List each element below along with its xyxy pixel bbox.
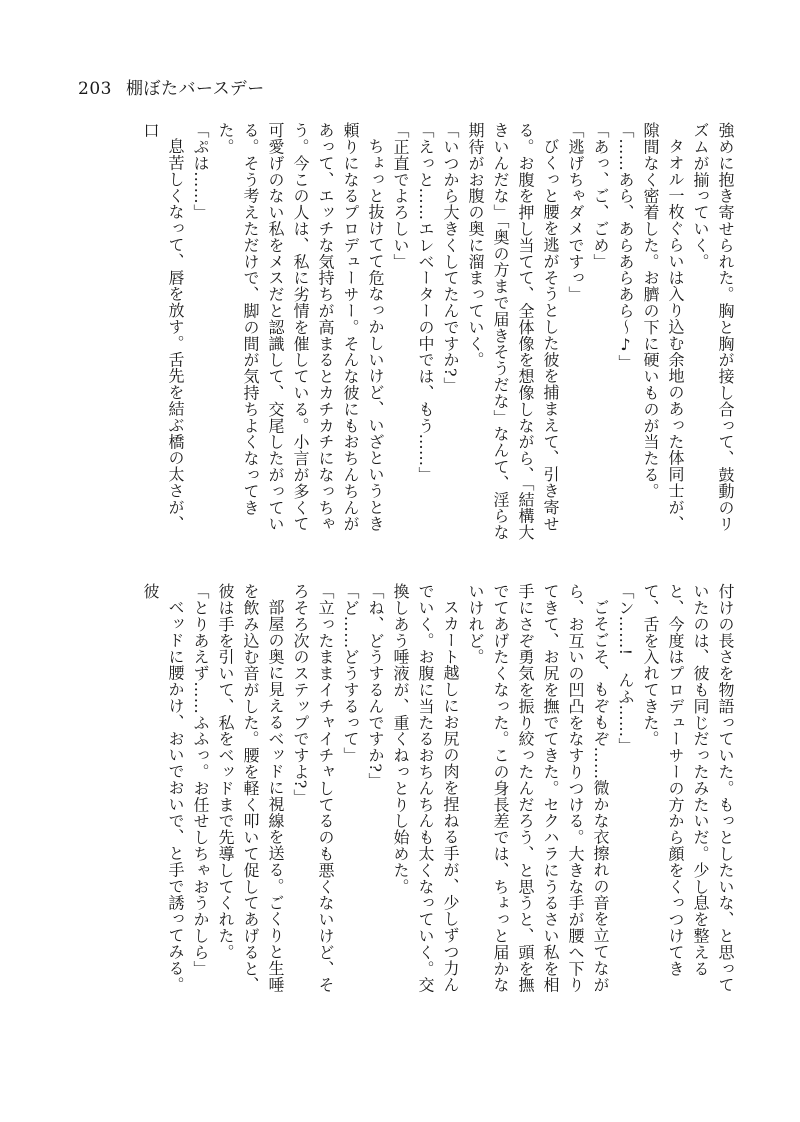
dialogue-line: 「立ったままイチャイチャしてるのも悪くないけど、そろそろ次のステップですよ?」 xyxy=(291,583,335,993)
narration-paragraph: スカート越しにお尻の肉を捏ねる手が、少しずつ力んでいく。お腹に当たるおちんちんも太くなっていく。交換しあう唾液が、重くねっとりし始めた。 xyxy=(391,583,460,993)
narration-paragraph: ごそごそ、もぞもぞ……微かな衣擦れの音を立てながら、お互いの凹凸をなすりつける。大きな手が腰へ下りてきて、お尻を撫でてきた。セクハラにうるさい私を相手にさぞ勇気を振り絞ったんだろう、と思うと、頭を撫でてあげたくなった。この身長差では、ちょっと届かないけれど。 xyxy=(466,583,610,993)
dialogue-line: 「あっ、ご、ごめ」 xyxy=(591,122,610,270)
narration-paragraph: ちょっと抜けてて危なっかしいけど、いざというとき頼りになるプロデューサー。そんな彼にもおちんちんがあって、エッチな気持ちが高まるとカチカチになっちゃう。今この人は、私に劣情を催している。小言が多くて可愛げのない私をメスだと認識して、交尾したがっている。そう考えただけで、脚の間が気持ちよくなってきた。 xyxy=(216,122,385,532)
page-number: 203 xyxy=(78,79,112,99)
chapter-title: 棚ぼたバースデー xyxy=(125,79,265,99)
dialogue-line: 「逃げちゃダメですっ」 xyxy=(566,122,585,303)
narration-paragraph: 息苦しくなって、唇を放す。舌先を結ぶ橋の太さが、口 xyxy=(141,122,185,532)
upper-text-block xyxy=(138,122,738,542)
dialogue-line: 「……あら、あらあらあら～♪」 xyxy=(616,122,635,371)
narration-paragraph: タオル一枚ぐらいは入り込む余地のあった体同士が、隙間なく密着した。お臍の下に硬いものが当たる。 xyxy=(641,122,685,532)
dialogue-line: 「正直でよろしい」 xyxy=(391,122,410,270)
dialogue-line: 「とりあえず……ふふっ。お任せしちゃおうかしら」 xyxy=(191,583,210,977)
dialogue-line: 「ね、どうするんですか?」 xyxy=(366,583,385,789)
narration-paragraph: 強めに抱き寄せられた。胸と胸が接し合って、鼓動のリズムが揃っていく。 xyxy=(691,122,735,532)
narration-paragraph: びくっと腰を逃がそうとした彼を捕まえて、引き寄せる。お腹を押し当てて、全体像を想像しながら、「結構大きいんだな」「奥の方まで届きそうだな」なんて、淫らな期待がお腹の奥に溜まっていく。 xyxy=(466,122,560,541)
dialogue-line: 「ど……どうするって」 xyxy=(341,583,360,764)
dialogue-line: 「ぷは……」 xyxy=(191,122,210,221)
dialogue-line: 「ン……! んふ……」 xyxy=(616,583,635,754)
narration-paragraph: 付けの長さを物語っていた。もっとしたいな、と思っていたのは、彼も同じだったみたいだ。少し息を整えると、今度はプロデューサーの方から顔をくっつけてきて、舌を入れてきた。 xyxy=(641,583,735,993)
narration-paragraph: ベッドに腰かけ、おいでおいで、と手で誘ってみる。彼 xyxy=(141,583,185,993)
dialogue-line: 「いつから大きくしてたんですか?」 xyxy=(441,122,460,394)
dialogue-line: 「えっと……エレベーターの中では、もう……」 xyxy=(416,122,435,483)
running-head xyxy=(78,74,265,99)
narration-paragraph: 部屋の奥に見えるベッドに視線を送る。ごくりと生唾を飲み込む音がした。腰を軽く叩いて促してあげると、彼は手を引いて、私をベッドまで先導してくれた。 xyxy=(216,583,285,993)
lower-text-block xyxy=(138,583,738,1003)
